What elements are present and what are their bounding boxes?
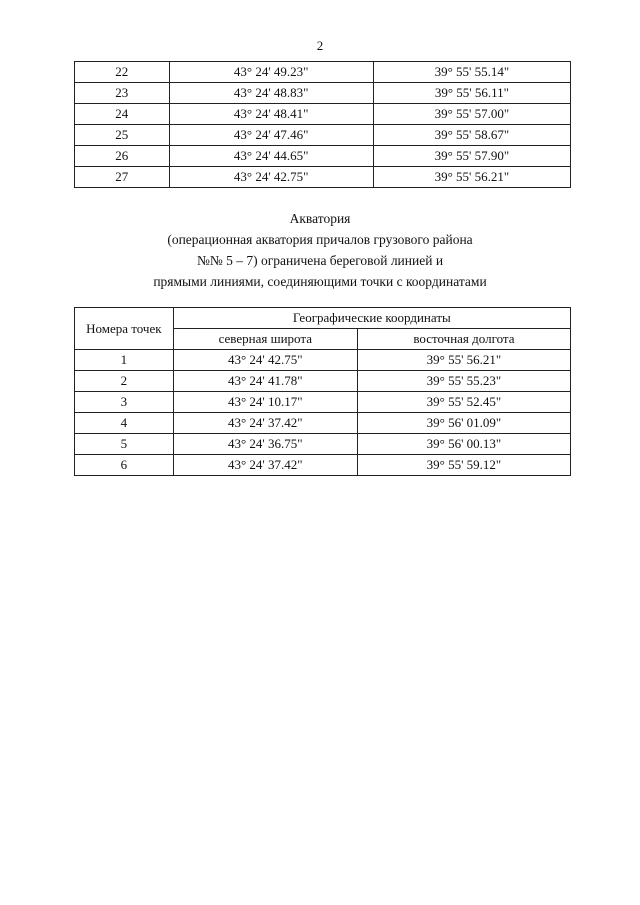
- longitude-cell: 39° 55' 56.21": [357, 350, 570, 371]
- longitude-cell: 39° 55' 55.14": [373, 62, 570, 83]
- point-number: 25: [75, 125, 170, 146]
- table-row: [75, 62, 571, 83]
- heading-line: прямыми линиями, соединяющими точки с координатами: [153, 274, 487, 289]
- point-number: 5: [75, 434, 174, 455]
- latitude-cell: 43° 24' 10.17": [173, 392, 357, 413]
- table-row: [75, 392, 571, 413]
- point-number: 26: [75, 146, 170, 167]
- longitude-cell: 39° 55' 52.45": [357, 392, 570, 413]
- longitude-cell: 39° 55' 55.23": [357, 371, 570, 392]
- point-number: 4: [75, 413, 174, 434]
- latitude-cell: 43° 24' 42.75": [173, 350, 357, 371]
- header-north-latitude: северная широта: [173, 329, 357, 350]
- table-row: [75, 83, 571, 104]
- table-row: [75, 434, 571, 455]
- point-number: 22: [75, 62, 170, 83]
- coordinates-table-continued: [74, 61, 571, 188]
- latitude-cell: 43° 24' 48.41": [169, 104, 373, 125]
- longitude-cell: 39° 56' 01.09": [357, 413, 570, 434]
- point-number: 24: [75, 104, 170, 125]
- table-row: [75, 104, 571, 125]
- table-row: [75, 125, 571, 146]
- table-row: [75, 371, 571, 392]
- point-number: 6: [75, 455, 174, 476]
- section-heading: [0, 208, 640, 292]
- header-east-longitude: восточная долгота: [357, 329, 570, 350]
- heading-title: Акватория: [289, 211, 351, 226]
- latitude-cell: 43° 24' 37.42": [173, 455, 357, 476]
- heading-line: №№ 5 – 7) ограничена береговой линией и: [196, 253, 444, 268]
- longitude-cell: 39° 55' 58.67": [373, 125, 570, 146]
- header-geographic-coordinates: Географические координаты: [173, 308, 570, 329]
- latitude-cell: 43° 24' 47.46": [169, 125, 373, 146]
- latitude-cell: 43° 24' 49.23": [169, 62, 373, 83]
- table-row: [75, 413, 571, 434]
- latitude-cell: 43° 24' 42.75": [169, 167, 373, 188]
- longitude-cell: 39° 55' 56.21": [373, 167, 570, 188]
- coordinates-table: [74, 307, 571, 476]
- header-point-numbers: Номера точек: [75, 308, 174, 350]
- point-number: 3: [75, 392, 174, 413]
- longitude-cell: 39° 56' 00.13": [357, 434, 570, 455]
- longitude-cell: 39° 55' 56.11": [373, 83, 570, 104]
- heading-line: (операционная акватория причалов грузового района: [167, 232, 473, 247]
- table-row: [75, 350, 571, 371]
- longitude-cell: 39° 55' 57.90": [373, 146, 570, 167]
- page-number: 2: [316, 38, 324, 53]
- table-row: [75, 146, 571, 167]
- latitude-cell: 43° 24' 44.65": [169, 146, 373, 167]
- latitude-cell: 43° 24' 37.42": [173, 413, 357, 434]
- longitude-cell: 39° 55' 57.00": [373, 104, 570, 125]
- table-row: [75, 455, 571, 476]
- point-number: 1: [75, 350, 174, 371]
- latitude-cell: 43° 24' 41.78": [173, 371, 357, 392]
- longitude-cell: 39° 55' 59.12": [357, 455, 570, 476]
- table-header-row: [75, 308, 571, 329]
- point-number: 2: [75, 371, 174, 392]
- latitude-cell: 43° 24' 36.75": [173, 434, 357, 455]
- table-row: [75, 167, 571, 188]
- latitude-cell: 43° 24' 48.83": [169, 83, 373, 104]
- point-number: 23: [75, 83, 170, 104]
- point-number: 27: [75, 167, 170, 188]
